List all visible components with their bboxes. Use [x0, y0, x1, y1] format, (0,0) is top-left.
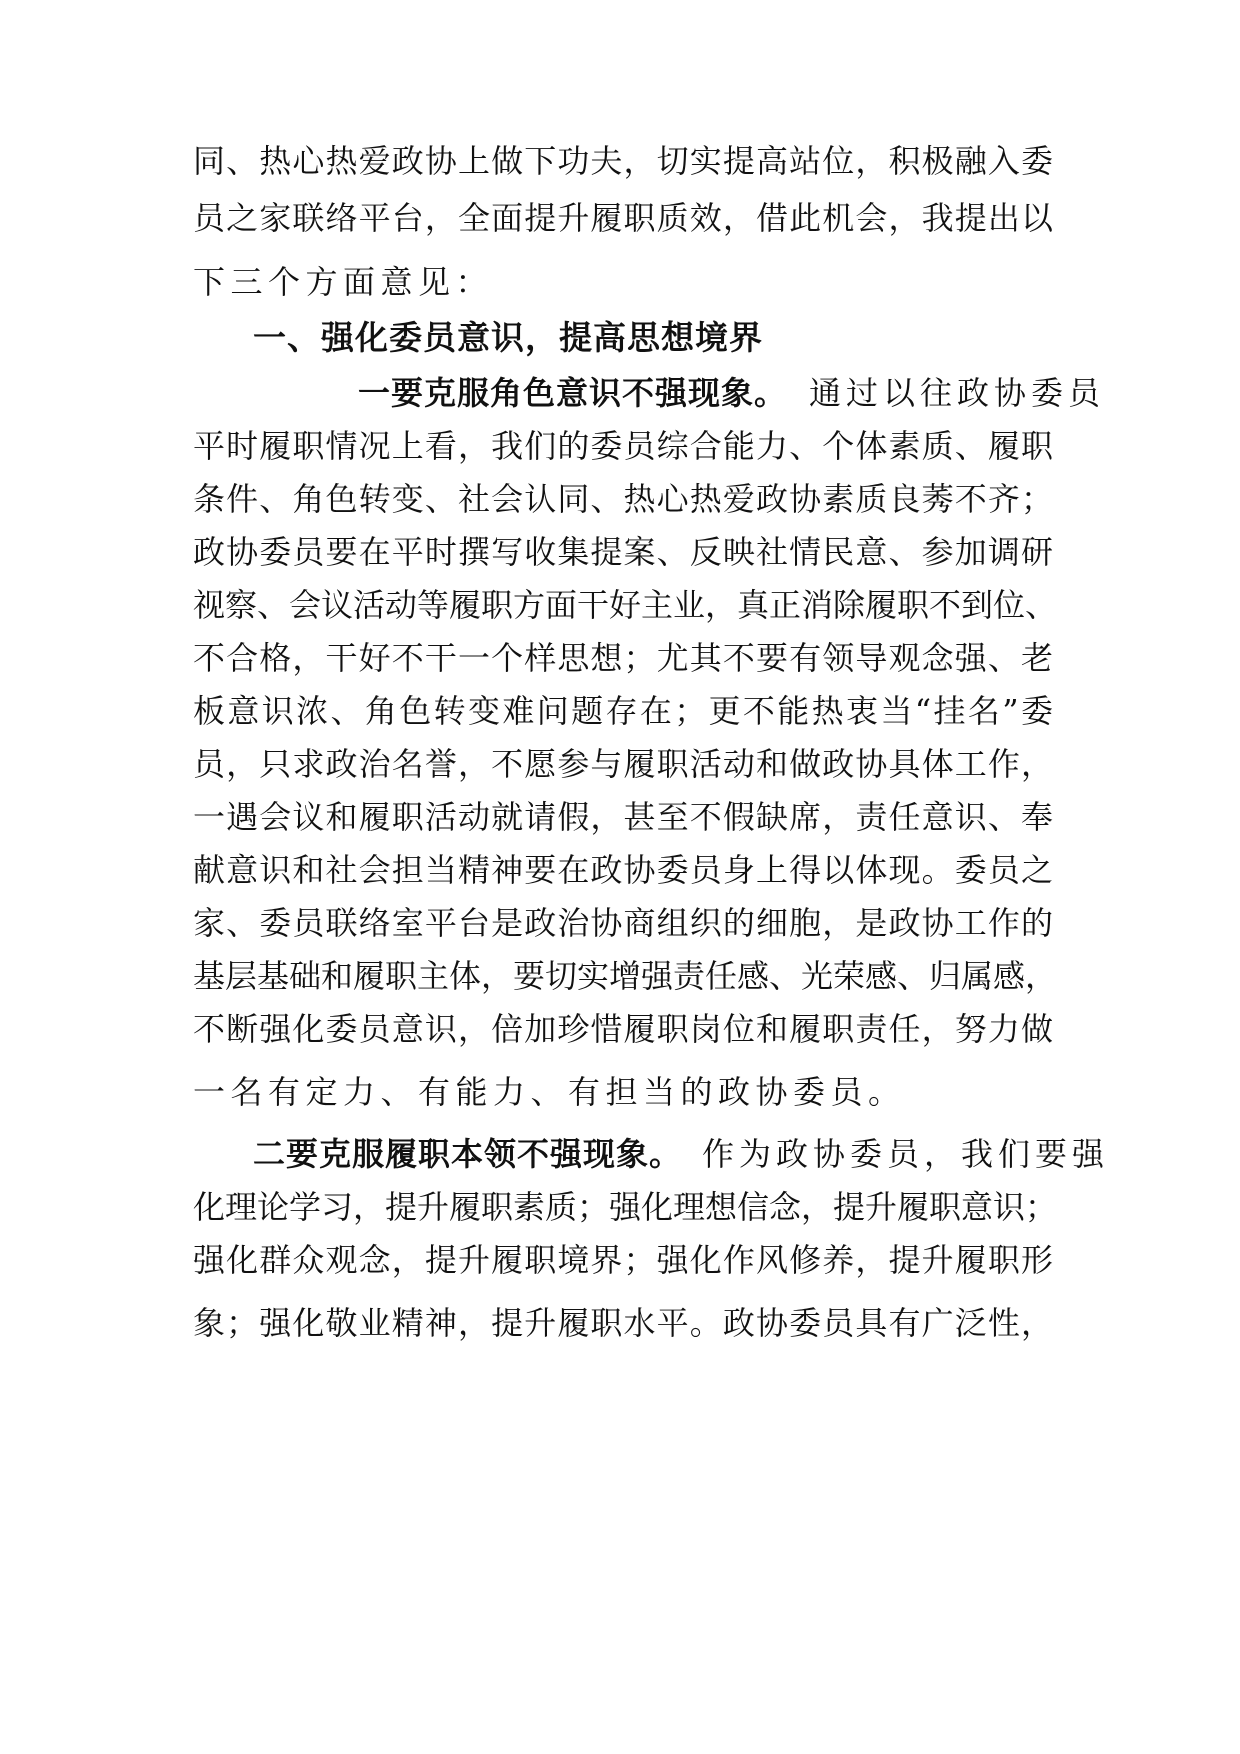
paragraph-lead: 一要克服角色意识不强现象。 — [358, 374, 788, 412]
paragraph-first-line — [253, 1134, 1110, 1174]
body-line: 家、委员联络室平台是政治协商组织的细胞，是政协工作的 — [193, 904, 1053, 942]
body-line: 下三个方面意见： — [193, 263, 494, 301]
body-line: 政协委员要在平时撰写收集提案、反映社情民意、参加调研 — [193, 533, 1053, 571]
body-line: 同、热心热爱政协上做下功夫，切实提高站位，积极融入委 — [193, 142, 1053, 180]
paragraph-text: 通过以往政协委员 — [809, 374, 1106, 412]
paragraph-lead: 二要克服履职本领不强现象。 — [253, 1135, 683, 1173]
body-line: 强化群众观念，提升履职境界；强化作风修养，提升履职形 — [193, 1241, 1053, 1279]
body-line: 献意识和社会担当精神要在政协委员身上得以体现。委员之 — [193, 851, 1053, 889]
body-line: 化理论学习，提升履职素质；强化理想信念，提升履职意识； — [193, 1188, 1058, 1226]
body-line: 板意识浓、角色转变难问题存在；更不能热衷当“挂名”委 — [193, 692, 1053, 730]
body-line: 平时履职情况上看，我们的委员综合能力、个体素质、履职 — [193, 427, 1053, 465]
body-line: 员之家联络平台，全面提升履职质效，借此机会，我提出以 — [193, 199, 1053, 237]
body-line: 不合格，干好不干一个样思想；尤其不要有领导观念强、老 — [193, 639, 1053, 677]
body-line: 一名有定力、有能力、有担当的政协委员。 — [193, 1073, 906, 1111]
body-line: 视察、会议活动等履职方面干好主业，真正消除履职不到位、 — [193, 586, 1058, 624]
body-line: 条件、角色转变、社会认同、热心热爱政协素质良莠不齐； — [193, 480, 1053, 518]
body-line: 一遇会议和履职活动就请假，甚至不假缺席，责任意识、奉 — [193, 798, 1053, 836]
body-line: 员，只求政治名誉，不愿参与履职活动和做政协具体工作， — [193, 745, 1053, 783]
paragraph-text: 作为政协委员，我们要强 — [702, 1135, 1110, 1173]
section-heading: 一、强化委员意识，提高思想境界 — [253, 318, 763, 357]
paragraph-first-line — [358, 373, 1106, 413]
body-line: 象；强化敬业精神，提升履职水平。政协委员具有广泛性， — [193, 1304, 1053, 1342]
body-line: 基层基础和履职主体，要切实增强责任感、光荣感、归属感， — [193, 957, 1058, 995]
body-line: 不断强化委员意识，倍加珍惜履职岗位和履职责任，努力做 — [193, 1010, 1053, 1048]
